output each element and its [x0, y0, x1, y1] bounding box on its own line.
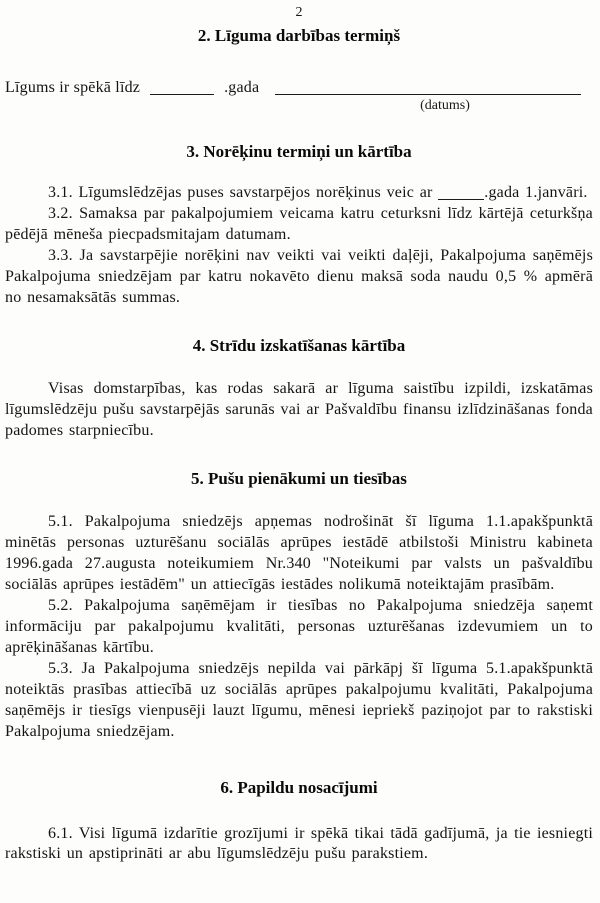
paragraph-3-1-text-after: 1.janvāri. — [525, 184, 588, 201]
paragraph-5-2: 5.2. Pakalpojuma saņēmējam ir tiesības no Pakalpojuma sniedzēja saņemt informāciju par pakalpojumu kvalitāti, personas uzturēšanas izdevumiem un to aprēķināšanas kārtību. — [5, 597, 593, 656]
paragraph-3-1-gada: .gada — [484, 184, 520, 201]
paragraph-3-1-text-before: 3.1. Līgumslēdzējas puses savstarpējos norēķinus veic ar — [48, 184, 433, 201]
paragraph-5-1: 5.1. Pakalpojuma sniedzējs apņemas nodrošināt šī līguma 1.1.apakšpunktā minētās personas uzturēšanu sociālās aprūpes iestādē atbilstoši Ministru kabineta 1996.gada 27.augusta noteikumiem Nr.340 "Noteikumi par valsts un pašvaldību sociālās aprūpes iestādēm" un attiecīgās iestādes nolikumā noteiktajām prasībām. — [5, 513, 593, 593]
gada-label: .gada — [224, 79, 260, 96]
section-4-heading: 4. Strīdu izskatīšanas kārtība — [192, 336, 406, 355]
section-3-heading: 3. Norēķinu termiņi un kārtība — [186, 142, 412, 161]
validity-form-line — [5, 77, 593, 98]
section-6-heading: 6. Papildu nosacījumi — [220, 778, 378, 797]
blank-line-year — [150, 81, 214, 95]
section-2-heading: 2. Līguma darbības termiņš — [197, 26, 401, 45]
paragraph-3-2: 3.2. Samaksa par pakalpojumiem veicama katru ceturksni līdz kārtējā ceturkšņa pēdējā mēneša piecpadsmitajam datumam. — [5, 205, 593, 243]
blank-line-year-inline — [438, 186, 484, 200]
validity-label: Līgums ir spēkā līdz — [5, 79, 141, 96]
paragraph-6-1: 6.1. Visi līgumā izdarītie grozījumi ir spēkā tikai tādā gadījumā, ja tie iesniegti rakstiski un apstiprināti ar abu līgumslēdzēju pušu parakstiem. — [5, 825, 593, 862]
datums-caption: (datums) — [420, 98, 470, 113]
paragraph-5-3: 5.3. Ja Pakalpojuma sniedzējs nepilda vai pārkāpj šī līguma 5.1.apakšpunktā noteiktās prasības attiecībā uz sociālās aprūpes pakalpojumu kvalitāti, Pakalpojuma saņēmējs ir tiesīgs vienpusēji lauzt līgumu, mēnesi iepriekš paziņojot par to rakstiski Pakalpojuma sniedzējam. — [5, 660, 593, 740]
blank-line-date — [275, 81, 581, 95]
section-5-heading: 5. Pušu pienākumi un tiesības — [191, 469, 407, 488]
paragraph-3-1 — [5, 182, 593, 203]
paragraph-3-3: 3.3. Ja savstarpējie norēķini nav veikti vai veikti daļēji, Pakalpojuma saņēmējs Pakalpojuma sniedzējam par katru nokavēto dienu maksā soda naudu 0,5 % apmērā no nesamaksātās summas. — [5, 247, 593, 306]
paragraph-4: Visas domstarpības, kas rodas sakarā ar līguma saistību izpildi, izskatāmas līgumslēdzēju pušu savstarpējās sarunās vai ar Pašvaldību finansu izlīdzināšanas fonda padomes starpniecību. — [5, 380, 593, 439]
page-number: 2 — [295, 5, 303, 20]
